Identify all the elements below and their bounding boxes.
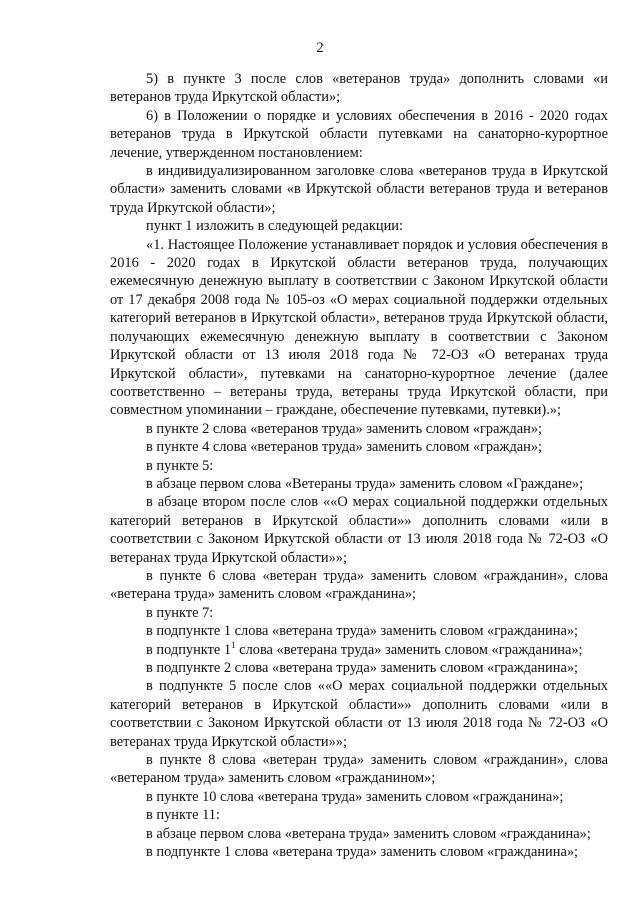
paragraph: в абзаце втором после слов ««О мерах социальной поддержки отдельных категорий ветеранов в Иркутской области»» дополнить словами «или в соответствии с Законом Иркутской области от 13 июля 2018 года № 72-ОЗ «О ветеранах труда Иркутской области»»; <box>110 494 608 566</box>
subpoint-suffix: слова «ветерана труда» заменить словом «гражданина»; <box>235 641 583 658</box>
paragraph: в пункте 8 слова «ветеран труда» заменить словом «гражданин», слова «ветераном труда» заменить словом «гражданином»; <box>110 752 608 787</box>
paragraph: в подпункте 5 после слов ««О мерах социальной поддержки отдельных категорий ветеранов в Иркутской области»» дополнить словами «или в соответствии с Законом Иркутской области от 13 июля 2018 года № 72-ОЗ «О ветеранах труда Иркутской области»»; <box>110 678 608 750</box>
paragraph: в подпункте 2 слова «ветерана труда» заменить словом «гражданина»; <box>146 660 579 676</box>
paragraph: в пункте 4 слова «ветеранов труда» заменить словом «граждан»; <box>146 439 543 456</box>
paragraph: в пункте 11: <box>146 807 220 824</box>
paragraph: в пункте 5: <box>146 457 214 474</box>
paragraph: в пункте 6 слова «ветеран труда» заменить словом «гражданин», слова «ветерана труда» заменить словом «гражданина»; <box>110 567 608 603</box>
paragraph: 5) в пункте 3 после слов «ветеранов труда» дополнить словами «и ветеранов труда Иркутской области»; <box>110 71 608 106</box>
paragraph: в пункте 10 слова «ветерана труда» заменить словом «гражданина»; <box>146 788 564 805</box>
document-body <box>110 70 608 861</box>
paragraph: в подпункте 1 слова «ветерана труда» заменить словом «гражданина»; <box>146 623 579 640</box>
paragraph: в пункте 2 слова «ветеранов труда» заменить словом «граждан»; <box>146 420 543 437</box>
subpoint-superscript: 1 <box>231 639 236 650</box>
paragraph: в индивидуализированном заголовке слова «ветеранов труда в Иркутской области» заменить словами «в Иркутской области ветеранов труда и ветеранов труда Иркутской области»; <box>110 163 608 216</box>
page-number: 2 <box>316 40 324 56</box>
paragraph: пункт 1 изложить в следующей редакции: <box>146 218 403 235</box>
paragraph: в абзаце первом слова «ветерана труда» заменить словом «гражданина»; <box>146 825 591 842</box>
paragraph: в пункте 7: <box>146 604 214 621</box>
paragraph-subpoint-1-1 <box>110 641 608 659</box>
paragraph: «1. Настоящее Положение устанавливает порядок и условия обеспечения в 2016 - 2020 годах в Иркутской области ветеранов труда, получающих ежемесячную денежную выплату в соответствии с Законом Иркутской области от 17 декабря 2008 года № 105-оз «О мерах социальной поддержки отдельных категорий ветеранов в Иркутской области», ветеранов труда Иркутской области, получающих ежемесячную денежную выплату в соответствии с Законом Иркутской области от 13 июля 2018 года № 72-ОЗ «О ветеранах труда Иркутской области», путевками на санаторно-курортное лечение (далее соответственно – ветераны труда, ветераны труда Иркутской области, при совместном упоминании – граждане, обеспечение путевками, путевки).»; <box>110 236 608 419</box>
paragraph: в абзаце первом слова «Ветераны труда» заменить словом «Граждане»; <box>146 475 584 492</box>
paragraph: в подпункте 1 слова «ветерана труда» заменить словом «гражданина»; <box>146 844 579 861</box>
subpoint-prefix: в подпункте 1 <box>146 641 232 658</box>
paragraph: 6) в Положении о порядке и условиях обеспечения в 2016 - 2020 годах ветеранов труда в Иркутской области путевками на санаторно-курортное лечение, утвержденном постановлением: <box>110 107 608 161</box>
